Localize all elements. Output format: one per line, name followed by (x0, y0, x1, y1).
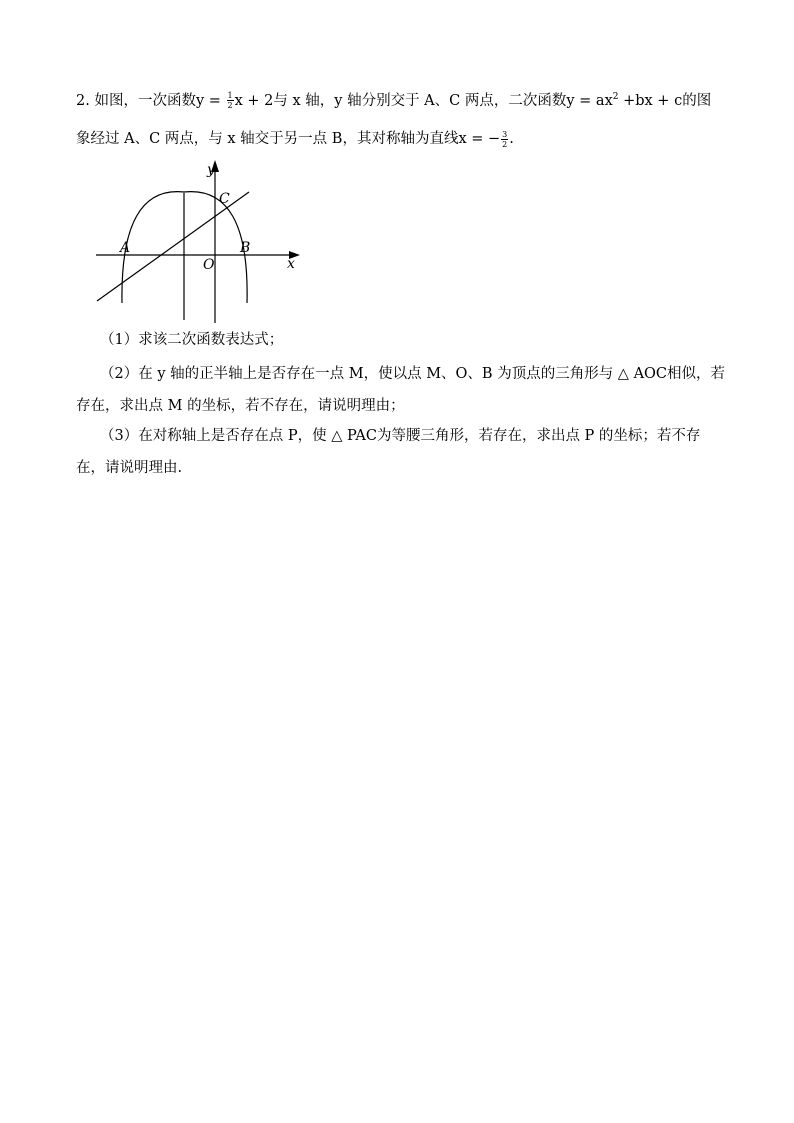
label-a: A (120, 240, 131, 256)
text-segment: +bx + c的图 (618, 92, 712, 109)
exponent: 2 (612, 92, 619, 102)
question-2-line-2: 存在，求出点 M 的坐标，若不存在，请说明理由； (76, 398, 405, 414)
label-c: C (219, 191, 230, 207)
fraction-three-halves (501, 130, 508, 149)
question-1: （1）求该二次函数表达式； (100, 332, 284, 348)
fraction-denominator: 2 (227, 101, 233, 111)
fraction-numerator: 3 (502, 129, 508, 139)
fraction-numerator: 1 (227, 91, 233, 101)
problem-line-2 (76, 129, 514, 149)
text-segment: 象经过 A、C 两点，与 x 轴交于另一点 B，其对称轴为直线 (76, 131, 459, 147)
question-3-line-2: 在，请说明理由. (76, 460, 183, 476)
period: . (509, 131, 514, 147)
text-segment: 如图，一次函数 (94, 92, 196, 109)
problem-number: 2. (76, 92, 90, 109)
label-x: x (287, 256, 295, 272)
problem-line-1 (76, 87, 711, 111)
label-b: B (240, 240, 251, 256)
label-y: y (207, 162, 215, 178)
function-graph-figure (92, 155, 307, 327)
label-o: O (203, 257, 215, 273)
fraction-one-half (227, 91, 234, 110)
question-2-line-1: （2）在 y 轴的正半轴上是否存在一点 M，使以点 M、O、B 为顶点的三角形与 △ AOC相似，若 (100, 366, 726, 382)
fraction-denominator: 2 (502, 139, 508, 149)
math-x: x = − (458, 131, 501, 147)
math-y: y = (195, 92, 226, 109)
text-segment: x + 2与 x 轴，y 轴分别交于 A、C 两点，二次函数 (234, 92, 567, 109)
question-3-line-1: （3）在对称轴上是否存在点 P，使 △ PAC为等腰三角形，若存在，求出点 P 的坐标；若不存 (100, 428, 701, 444)
math-quadratic: y = ax (566, 92, 613, 109)
